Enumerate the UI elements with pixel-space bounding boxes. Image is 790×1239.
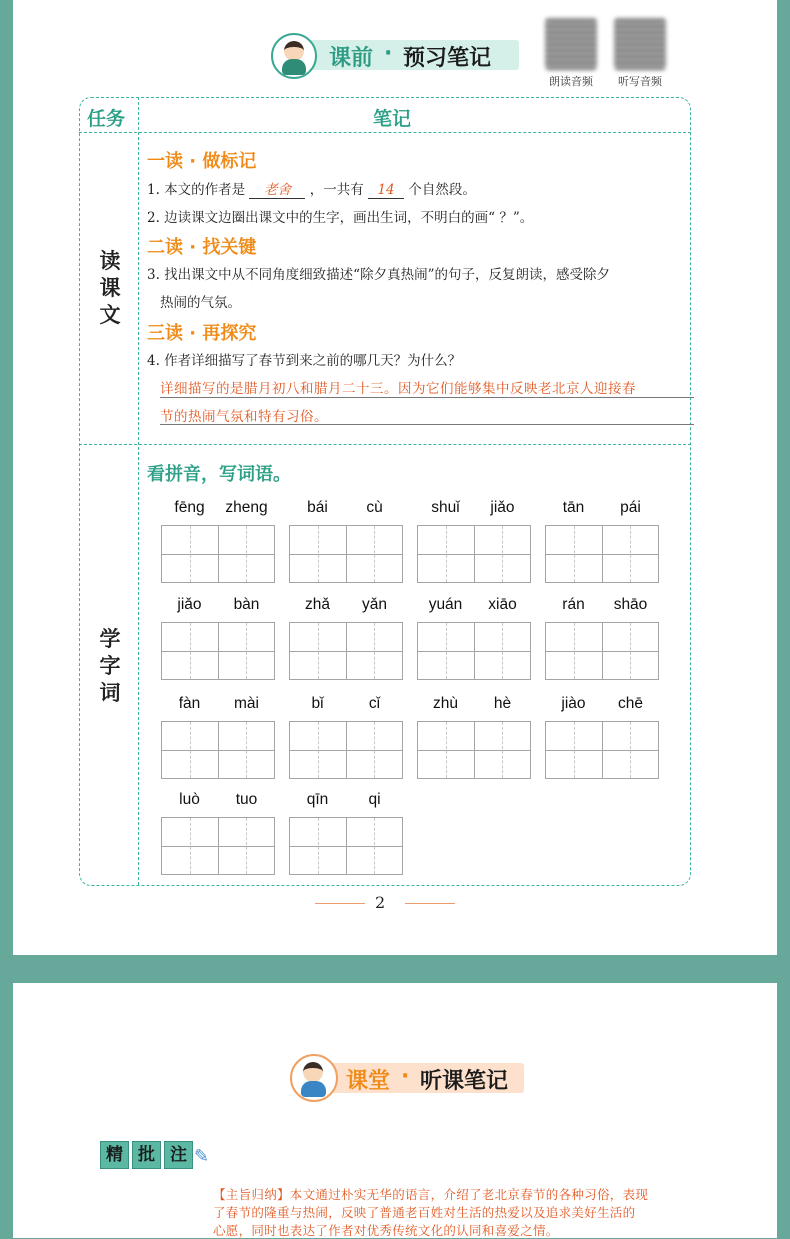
question-3-line1: 3. 找出课文中从不同角度细致描述“除夕真热闹”的句子，反复朗读，感受除夕 — [147, 267, 610, 283]
pinyin-syllable: yǎn — [362, 596, 387, 613]
answer-4-line1[interactable]: 详细描写的是腊月初八和腊月二十三。因为它们能够集中反映老北京人迎接春 — [160, 381, 636, 397]
question-1-prefix: 1. 本文的作者是 — [147, 182, 246, 198]
writing-box[interactable] — [417, 525, 531, 583]
banner-title-part2: 预习笔记 — [403, 46, 492, 71]
pinyin-syllable: pái — [620, 499, 641, 516]
qr-label-dictation: 听写音频 — [618, 75, 662, 88]
word-group — [161, 495, 275, 585]
annotation-tag-char: 注 — [164, 1141, 193, 1169]
column-header-notes: 笔记 — [373, 108, 412, 130]
word-group — [161, 592, 275, 682]
pinyin-syllable: bái — [307, 499, 328, 516]
pinyin-syllable: hè — [493, 695, 512, 712]
theme-summary-line3: 心愿，同时也表达了作者对优秀传统文化的认同和喜爱之情。 — [213, 1223, 559, 1238]
question-3-line2: 热闹的气氛。 — [160, 295, 241, 311]
pinyin-syllable: jiǎo — [490, 499, 515, 516]
word-group — [545, 691, 659, 781]
answer-4-line2[interactable]: 节的热闹气氛和特有习俗。 — [160, 409, 328, 425]
question-1-suffix: 个自然段。 — [408, 182, 476, 198]
table-row-divider — [79, 444, 691, 445]
pinyin-row — [161, 691, 275, 719]
pinyin-row — [545, 592, 659, 620]
table-header-divider — [79, 132, 691, 133]
row-label-char: 词 — [99, 681, 121, 705]
row-label-read-text — [95, 248, 125, 329]
pinyin-syllable: tuo — [235, 791, 258, 808]
pinyin-row — [289, 495, 403, 523]
writing-box[interactable] — [417, 622, 531, 680]
writing-box[interactable] — [161, 525, 275, 583]
word-group — [289, 787, 403, 877]
pinyin-row — [417, 592, 531, 620]
writing-box[interactable] — [289, 721, 403, 779]
pinyin-syllable: cù — [366, 499, 383, 516]
word-group — [289, 495, 403, 585]
pinyin-syllable: chē — [618, 695, 643, 712]
writing-box[interactable] — [161, 622, 275, 680]
pinyin-syllable: qi — [368, 791, 381, 808]
section-second-read: 二读 · 找关键 — [147, 237, 257, 258]
pinyin-row — [161, 592, 275, 620]
page-number: 2 — [375, 893, 386, 912]
pencil-icon: ✎ — [194, 1146, 210, 1167]
pinyin-syllable: mài — [234, 695, 259, 712]
pinyin-syllable: jiǎo — [177, 596, 202, 613]
word-group — [417, 495, 531, 585]
qr-label-read-aloud: 朗读音频 — [549, 75, 593, 88]
pinyin-row — [161, 495, 275, 523]
pinyin-syllable: zhù — [433, 695, 458, 712]
pinyin-syllable: shāo — [613, 596, 648, 613]
pinyin-syllable: qīn — [306, 791, 329, 808]
pinyin-row — [289, 691, 403, 719]
table-column-divider — [138, 97, 139, 885]
word-group — [417, 592, 531, 682]
word-group — [289, 592, 403, 682]
answer-rule — [160, 424, 694, 425]
annotation-tag-char: 精 — [100, 1141, 129, 1169]
annotation-tag — [100, 1141, 193, 1169]
question-1 — [147, 178, 476, 199]
writing-box[interactable] — [545, 525, 659, 583]
question-1-mid: ，一共有 — [309, 182, 364, 198]
column-header-task: 任务 — [87, 108, 126, 130]
row-label-learn-words — [95, 626, 125, 707]
qr-code-dictation[interactable] — [614, 18, 666, 70]
pinyin-syllable: shuǐ — [431, 499, 460, 516]
word-group — [161, 787, 275, 877]
pinyin-row — [289, 787, 403, 815]
word-group — [289, 691, 403, 781]
words-task-title: 看拼音，写词语。 — [147, 464, 291, 485]
pinyin-syllable: bǐ — [311, 695, 324, 712]
row-label-char: 课 — [99, 276, 121, 300]
section-first-read: 一读 · 做标记 — [147, 151, 257, 172]
section-third-read: 三读 · 再探究 — [147, 323, 257, 344]
word-group — [545, 592, 659, 682]
writing-box[interactable] — [289, 817, 403, 875]
writing-box[interactable] — [417, 721, 531, 779]
pinyin-syllable: jiào — [561, 695, 586, 712]
banner-separator: · — [384, 41, 393, 66]
theme-summary-line1: 【主旨归纳】本文通过朴实无华的语言，介绍了老北京春节的各种习俗，表现 — [213, 1187, 649, 1202]
writing-box[interactable] — [289, 622, 403, 680]
writing-box[interactable] — [545, 622, 659, 680]
qr-code-read-aloud[interactable] — [545, 18, 597, 70]
workbook-page-class-notes — [13, 983, 777, 1238]
pinyin-syllable: zhǎ — [305, 596, 330, 613]
answer-rule — [160, 397, 694, 398]
pinyin-syllable: tān — [562, 499, 585, 516]
student-reading-avatar-icon — [290, 1054, 338, 1102]
answer-paragraph-count[interactable]: 14 — [368, 182, 404, 199]
pinyin-syllable: bàn — [233, 596, 260, 613]
row-label-char: 文 — [99, 303, 121, 327]
banner-title-part1: 课堂 — [346, 1069, 391, 1094]
pinyin-syllable: fēng — [174, 499, 205, 516]
pinyin-row — [289, 592, 403, 620]
pinyin-row — [161, 787, 275, 815]
banner-separator: · — [401, 1064, 410, 1089]
writing-box[interactable] — [161, 817, 275, 875]
pinyin-syllable: rán — [562, 596, 585, 613]
writing-box[interactable] — [545, 721, 659, 779]
question-4: 4. 作者详细描写了春节到来之前的哪几天？为什么？ — [147, 353, 462, 369]
annotation-tag-char: 批 — [132, 1141, 161, 1169]
pinyin-syllable: cǐ — [368, 695, 381, 712]
pinyin-syllable: xiāo — [488, 596, 517, 613]
writing-box[interactable] — [161, 721, 275, 779]
student-avatar-icon — [271, 33, 317, 79]
workbook-page-preview — [13, 0, 777, 955]
word-group — [417, 691, 531, 781]
banner-title-part2: 听课笔记 — [420, 1069, 509, 1094]
pinyin-syllable: yuán — [428, 596, 463, 613]
row-label-char: 字 — [99, 654, 121, 678]
question-2: 2. 边读课文边圈出课文中的生字，画出生词，不明白的画“ ？”。 — [147, 210, 534, 226]
page-number-deco-left — [315, 903, 365, 904]
pinyin-row — [417, 495, 531, 523]
pinyin-syllable: zheng — [225, 499, 268, 516]
theme-summary-line2: 了春节的隆重与热闹，反映了普通老百姓对生活的热爱以及追求美好生活的 — [213, 1205, 636, 1220]
answer-author[interactable]: 老舍 — [249, 178, 305, 199]
pinyin-row — [545, 691, 659, 719]
page-number-deco-right — [405, 903, 455, 904]
word-group — [161, 691, 275, 781]
pinyin-syllable: fàn — [178, 695, 201, 712]
section-banner-class — [290, 1054, 530, 1104]
pinyin-row — [545, 495, 659, 523]
row-label-char: 学 — [99, 627, 121, 651]
writing-box[interactable] — [289, 525, 403, 583]
row-label-char: 读 — [99, 249, 121, 273]
word-group — [545, 495, 659, 585]
banner-title-part1: 课前 — [329, 46, 374, 71]
pinyin-syllable: luò — [179, 791, 200, 808]
pinyin-row — [417, 691, 531, 719]
